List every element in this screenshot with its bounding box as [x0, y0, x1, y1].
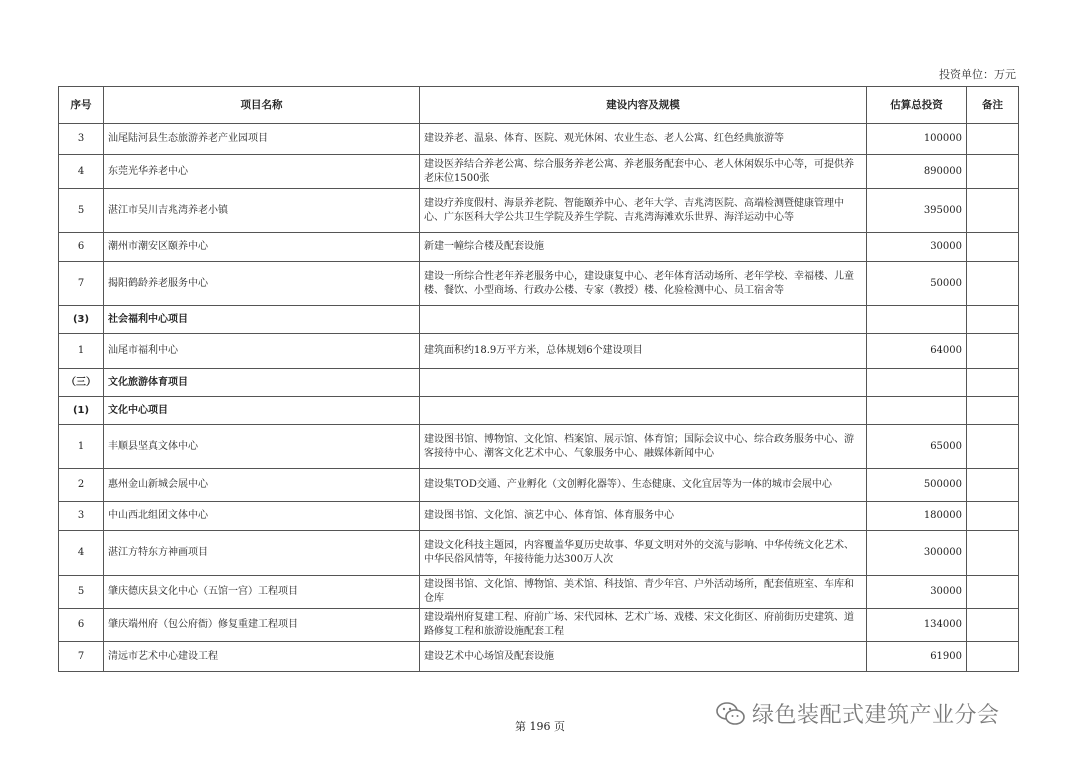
header-amount: 估算总投资 — [867, 87, 967, 124]
cell-remark — [967, 369, 1019, 397]
table-row — [59, 124, 1019, 155]
cell-amount: 300000 — [867, 531, 967, 576]
table-row — [59, 155, 1019, 189]
cell-content — [420, 397, 867, 425]
cell-name: 湛江方特东方神画项目 — [104, 531, 420, 576]
cell-seq: (3) — [59, 306, 104, 334]
table-row — [59, 469, 1019, 502]
cell-content: 建设养老、温泉、体育、医院、观光休闲、农业生态、老人公寓、红色经典旅游等 — [420, 124, 867, 155]
cell-content: 建设集TOD交通、产业孵化（文创孵化器等）、生态健康、文化宜居等为一体的城市会展中心 — [420, 469, 867, 502]
header-name: 项目名称 — [104, 87, 420, 124]
cell-name: 中山西北组团文体中心 — [104, 502, 420, 531]
cell-name: 湛江市吴川吉兆湾养老小镇 — [104, 189, 420, 233]
cell-amount — [867, 369, 967, 397]
cell-seq: 3 — [59, 502, 104, 531]
cell-amount: 30000 — [867, 233, 967, 262]
header-remark: 备注 — [967, 87, 1019, 124]
cell-name: 肇庆端州府（包公府衙）修复重建工程项目 — [104, 609, 420, 642]
table-row — [59, 233, 1019, 262]
cell-name: 肇庆德庆县文化中心（五馆一宫）工程项目 — [104, 576, 420, 609]
cell-remark — [967, 576, 1019, 609]
cell-content: 建筑面积约18.9万平方米，总体规划6个建设项目 — [420, 334, 867, 369]
cell-name: 文化旅游体育项目 — [104, 369, 420, 397]
cell-content — [420, 306, 867, 334]
table-row — [59, 642, 1019, 672]
table-row — [59, 425, 1019, 469]
table-header-row — [59, 87, 1019, 124]
cell-remark — [967, 124, 1019, 155]
cell-name: 丰顺县坚真文体中心 — [104, 425, 420, 469]
cell-content: 建设艺术中心场馆及配套设施 — [420, 642, 867, 672]
cell-remark — [967, 425, 1019, 469]
cell-remark — [967, 306, 1019, 334]
cell-name: 东莞光华养老中心 — [104, 155, 420, 189]
cell-content: 建设图书馆、文化馆、演艺中心、体育馆、体育服务中心 — [420, 502, 867, 531]
cell-name: 文化中心项目 — [104, 397, 420, 425]
cell-amount: 395000 — [867, 189, 967, 233]
cell-seq: 6 — [59, 609, 104, 642]
cell-remark — [967, 531, 1019, 576]
cell-amount: 180000 — [867, 502, 967, 531]
header-seq: 序号 — [59, 87, 104, 124]
cell-amount: 50000 — [867, 262, 967, 306]
cell-seq: 7 — [59, 262, 104, 306]
cell-seq: 6 — [59, 233, 104, 262]
cell-amount: 30000 — [867, 576, 967, 609]
section-row — [59, 369, 1019, 397]
watermark — [716, 698, 1000, 729]
cell-amount: 61900 — [867, 642, 967, 672]
cell-remark — [967, 334, 1019, 369]
cell-amount: 100000 — [867, 124, 967, 155]
cell-remark — [967, 469, 1019, 502]
cell-seq: 4 — [59, 155, 104, 189]
cell-content: 新建一幢综合楼及配套设施 — [420, 233, 867, 262]
watermark-text: 绿色装配式建筑产业分会 — [752, 703, 1000, 728]
cell-name: 清远市艺术中心建设工程 — [104, 642, 420, 672]
cell-content: 建设端州府复建工程、府前广场、宋代园林、艺术广场、戏楼、宋文化街区、府前街历史建筑、道路修复工程和旅游设施配套工程 — [420, 609, 867, 642]
cell-seq: 5 — [59, 576, 104, 609]
header-content: 建设内容及规模 — [420, 87, 867, 124]
cell-amount: 134000 — [867, 609, 967, 642]
section-row — [59, 397, 1019, 425]
cell-remark — [967, 155, 1019, 189]
cell-name: 揭阳鹤龄养老服务中心 — [104, 262, 420, 306]
cell-seq: 1 — [59, 334, 104, 369]
cell-name: 社会福利中心项目 — [104, 306, 420, 334]
investment-unit-note: 投资单位：万元 — [939, 68, 1016, 81]
cell-seq: (1) — [59, 397, 104, 425]
cell-remark — [967, 189, 1019, 233]
cell-seq: （三） — [59, 369, 104, 397]
wechat-icon — [716, 701, 746, 727]
cell-name: 惠州金山新城会展中心 — [104, 469, 420, 502]
table-row — [59, 609, 1019, 642]
cell-seq: 3 — [59, 124, 104, 155]
page-number: 第 196 页 — [515, 720, 565, 733]
cell-content: 建设疗养度假村、海景养老院、智能颐养中心、老年大学、吉兆湾医院、高端检测暨健康管理中心、广东医科大学公共卫生学院及养生学院、吉兆湾海滩欢乐世界、海洋运动中心等 — [420, 189, 867, 233]
table-row — [59, 189, 1019, 233]
cell-content: 建设图书馆、文化馆、博物馆、美术馆、科技馆、青少年宫、户外活动场所，配套值班室、车库和仓库 — [420, 576, 867, 609]
cell-content: 建设医养结合养老公寓、综合服务养老公寓、养老服务配套中心、老人休闲娱乐中心等，可提供养老床位1500张 — [420, 155, 867, 189]
cell-remark — [967, 397, 1019, 425]
cell-seq: 1 — [59, 425, 104, 469]
cell-remark — [967, 609, 1019, 642]
cell-remark — [967, 502, 1019, 531]
table-row — [59, 576, 1019, 609]
table-row — [59, 262, 1019, 306]
cell-seq: 7 — [59, 642, 104, 672]
section-row — [59, 306, 1019, 334]
cell-seq: 4 — [59, 531, 104, 576]
cell-amount — [867, 397, 967, 425]
cell-content: 建设图书馆、博物馆、文化馆、档案馆、展示馆、体育馆；国际会议中心、综合政务服务中心、游客接待中心、潮客文化艺术中心、气象服务中心、融媒体新闻中心 — [420, 425, 867, 469]
cell-amount — [867, 306, 967, 334]
cell-amount: 890000 — [867, 155, 967, 189]
cell-remark — [967, 642, 1019, 672]
cell-name: 潮州市潮安区颐养中心 — [104, 233, 420, 262]
table-row — [59, 502, 1019, 531]
cell-name: 汕尾陆河县生态旅游养老产业园项目 — [104, 124, 420, 155]
cell-seq: 2 — [59, 469, 104, 502]
cell-seq: 5 — [59, 189, 104, 233]
cell-amount: 500000 — [867, 469, 967, 502]
cell-remark — [967, 262, 1019, 306]
cell-remark — [967, 233, 1019, 262]
table-row — [59, 531, 1019, 576]
cell-content: 建设一所综合性老年养老服务中心，建设康复中心、老年体育活动场所、老年学校、幸福楼、儿童楼、餐饮、小型商场、行政办公楼、专家（教授）楼、化验检测中心、员工宿舍等 — [420, 262, 867, 306]
cell-amount: 65000 — [867, 425, 967, 469]
table-body — [59, 124, 1019, 672]
cell-content: 建设文化科技主题园，内容覆盖华夏历史故事、华夏文明对外的交流与影响、中华传统文化艺术、中华民俗风情等，年接待能力达300万人次 — [420, 531, 867, 576]
cell-content — [420, 369, 867, 397]
cell-name: 汕尾市福利中心 — [104, 334, 420, 369]
table-row — [59, 334, 1019, 369]
project-table — [58, 86, 1019, 672]
cell-amount: 64000 — [867, 334, 967, 369]
